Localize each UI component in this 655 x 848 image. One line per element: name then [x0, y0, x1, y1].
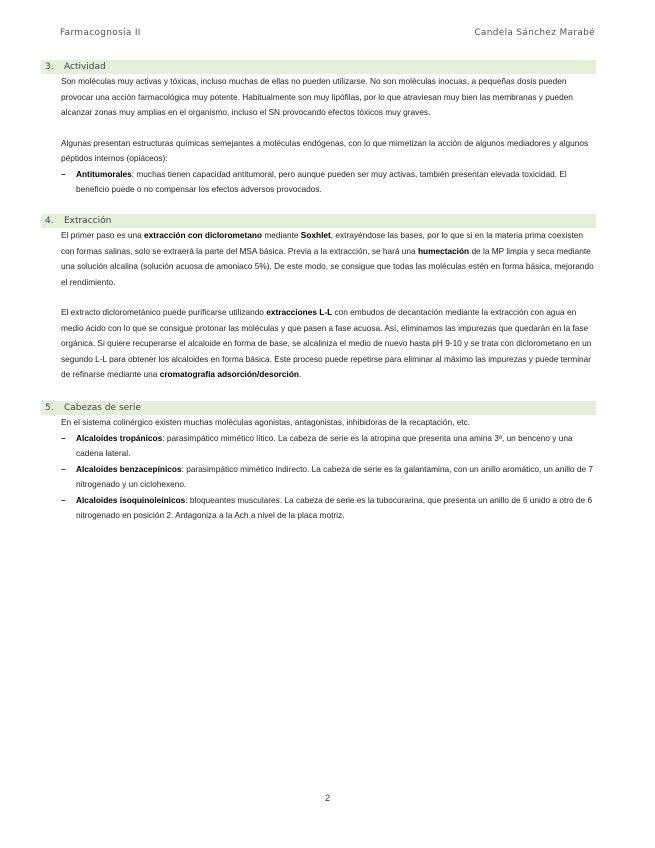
- section-actividad: [41, 60, 596, 198]
- list-item: – Alcaloides tropánicos: parasimpático mimético lítico. La cabeza de serie es la atropina que presenta una amina 3ª, un benceno y una cadena lateral.: [61, 432, 573, 458]
- list-item: – Alcaloides isoquinoleínicos: bloqueantes musculares. La cabeza de serie es la tubocurarina, que presenta un anillo de 6 unido a otro de 6 nitrogenado en posición 2. Antagoniza a la Ach a nivel de la placa motriz.: [61, 494, 593, 520]
- paragraph: Son moléculas muy activas y tóxicas, incluso muchas de ellas no pueden utilizarse. No son moléculas inocuas, a pequeñas dosis pueden provocar una acción farmacológica muy potente. Habitualmente son muy lipófilas, por lo que atraviesan muy bien las membranas y pueden alcanzar zonas muy amplias en el organismo, incluso el SN provocando efectos tóxicos muy graves.: [61, 76, 573, 117]
- header-author: Candela Sánchez Marabé: [474, 28, 595, 38]
- list-item: – Alcaloides benzacepínicos: parasimpático mimético indirecto. La cabeza de serie es la galantamina, con un anillo aromático, un anillo de 7 nitrogenado y un ciclohexeno.: [61, 463, 593, 489]
- page-number: 2: [324, 793, 330, 803]
- section-heading: [41, 60, 596, 74]
- section-title: Actividad: [64, 62, 106, 72]
- bullet-term: Alcaloides isoquinoleínicos: [76, 494, 186, 505]
- bullet-text: : bloqueantes musculares. La cabeza de serie es la tubocurarina, que presenta un anillo de 6 unido a otro de 6 nitrogenado en posición 2. Antagoniza a la Ach a nivel de la placa motriz.: [76, 494, 593, 520]
- paragraph: El primer paso es una extracción con diclorometano mediante Soxhlet, extrayéndose las bases, por lo que si en la materia prima coexisten con formas salinas, solo se extraerá la parte del MSA básica. Previa a la extracción, se hará una humectación de la MP limpia y seca mediante una solución alcalina (solución acuosa de amoniaco 5%). De este modo, se consigue que todas las moléculas estén en forma básica, mejorando el rendimiento.: [61, 230, 594, 287]
- section-heading: [41, 401, 596, 415]
- section-title: Extracción: [64, 216, 112, 226]
- bullet-text: : parasimpático mimético indirecto. La cabeza de serie es la galantamina, con un anillo aromático, un anillo de 7 nitrogenado y un ciclohexeno.: [76, 463, 593, 489]
- section-number: 4.: [45, 216, 54, 226]
- bullet-text: : parasimpático mimético lítico. La cabeza de serie es la atropina que presenta una amina 3ª, un benceno y una cadena lateral.: [76, 432, 573, 458]
- header-course: Farmacognosia II: [60, 28, 141, 38]
- section-cabezas-de-serie: [41, 401, 596, 524]
- list-item: – Antitumorales: muchas tienen capacidad antitumoral, pero aunque pueden ser muy activas, también presentan elevada toxicidad. El beneficio puede o no compensar los efectos adversos provocados.: [61, 168, 567, 194]
- paragraph: El extracto diclorometánico puede purificarse utilizando extracciones L-L con embudos de decantación mediante la extracción con agua en medio ácido con lo que se consigue protonar las moléculas y que pasen a fase acuosa. Así, eliminamos las impurezas que quedarán en la fase orgánica. Si quiere recuperarse el alcaloide en forma de base, se alcaliniza el medio de nuevo hasta pH 9-10 y se trata con diclorometano en un segundo L-L para obtener los alcaloides en forma básica. Este proceso puede repetirse para eliminar al máximo las impurezas y puede terminar de refinarse mediante una cromatografía adsorción/desorción.: [61, 307, 592, 379]
- paragraph: En el sistema colinérgico existen muchas moléculas agonistas, antagonistas, inhibidoras de la recaptación, etc.: [61, 417, 471, 427]
- bullet-term: Antitumorales: [76, 168, 132, 179]
- paragraph: Algunas presentan estructuras químicas semejantes a moléculas endógenas, con lo que mimetizan la acción de algunos mediadores y algunos péptidos internos (opiáceos):: [61, 137, 589, 163]
- section-heading: [41, 214, 596, 228]
- bullet-term: Alcaloides tropánicos: [76, 432, 163, 443]
- page-header: [60, 28, 595, 44]
- section-number: 3.: [45, 62, 54, 72]
- bullet-text: : muchas tienen capacidad antitumoral, pero aunque pueden ser muy activas, también presentan elevada toxicidad. El beneficio puede o no compensar los efectos adversos provocados.: [76, 168, 567, 194]
- section-title: Cabezas de serie: [64, 403, 141, 413]
- section-number: 5.: [45, 403, 54, 413]
- bullet-term: Alcaloides benzacepínicos: [76, 463, 182, 474]
- section-extraccion: [41, 214, 596, 383]
